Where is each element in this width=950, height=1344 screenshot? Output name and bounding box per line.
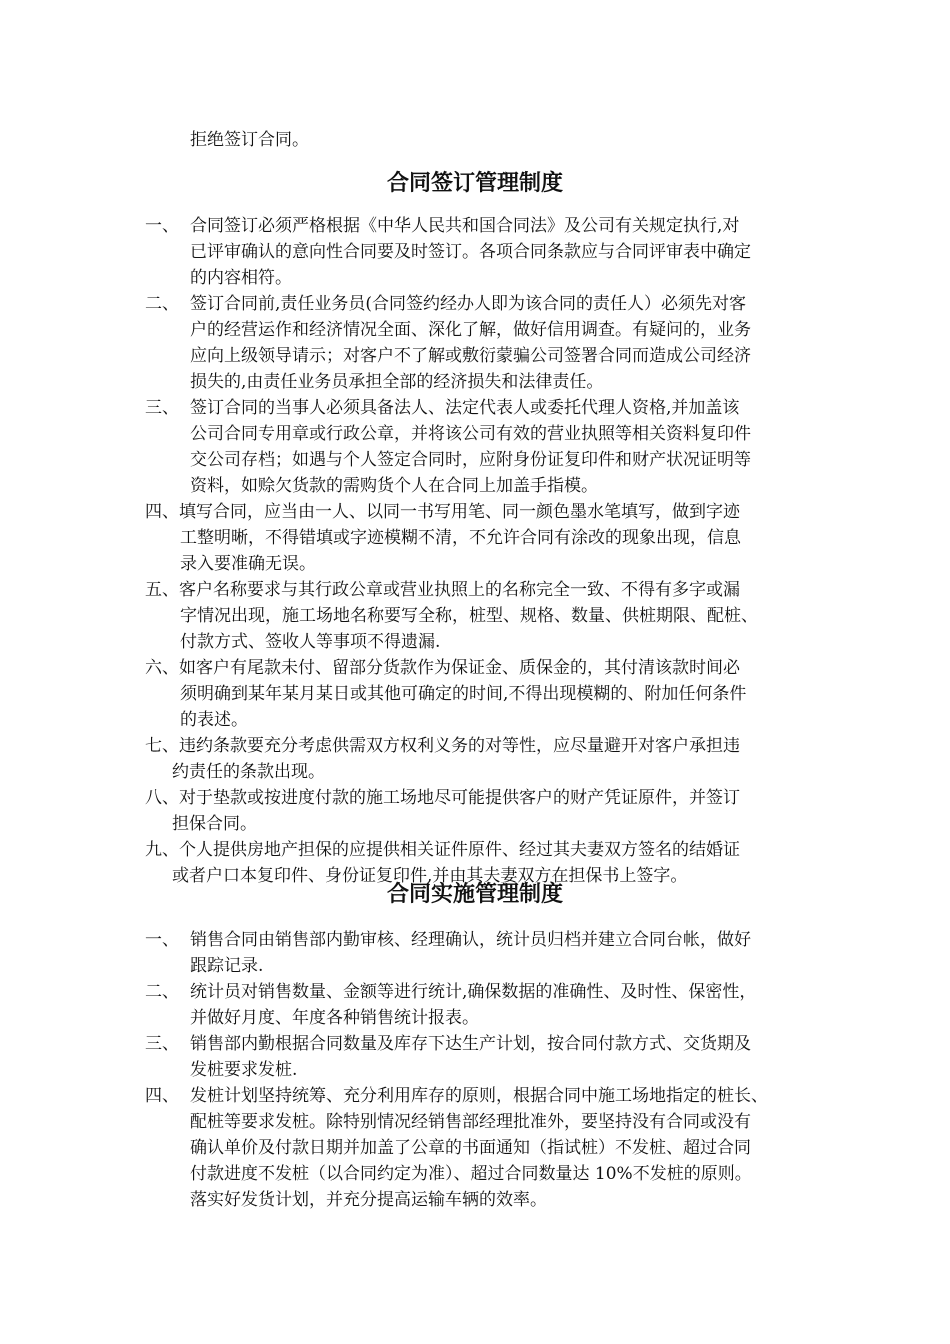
item-line: 已评审确认的意向性合同要及时签订。各项合同条款应与合同评审表中确定 — [190, 242, 751, 262]
list-item — [0, 577, 950, 655]
section-title-implementation: 合同实施管理制度 — [386, 882, 563, 907]
item-number: 二、 — [145, 294, 179, 314]
item-line: 公司合同专用章或行政公章，并将该公司有效的营业执照等相关资料复印件 — [190, 424, 751, 444]
item-line: 发桩要求发桩. — [190, 1060, 298, 1080]
item-line: 工整明晰，不得错填或字迹模糊不清，不允许合同有涂改的现象出现，信息 — [180, 528, 741, 548]
list-item — [0, 979, 950, 1031]
item-number: 三、 — [145, 1034, 179, 1054]
item-line: 户的经营运作和经济情况全面、深化了解，做好信用调查。有疑问的，业务 — [190, 320, 751, 340]
section-title-signing: 合同签订管理制度 — [386, 171, 563, 196]
item-line: 字情况出现，施工场地名称要写全称，桩型、规格、数量、供桩期限、配桩、 — [180, 606, 758, 626]
item-line: 七、违约条款要充分考虑供需双方权利义务的对等性，应尽量避开对客户承担违 — [145, 736, 740, 756]
list-item — [0, 733, 950, 785]
list-item — [0, 395, 950, 499]
item-line: 付款方式、签收人等事项不得遗漏. — [180, 632, 441, 652]
item-line: 应向上级领导请示；对客户不了解或敷衍蒙骗公司签署合同而造成公司经济 — [190, 346, 751, 366]
item-line: 并做好月度、年度各种销售统计报表。 — [190, 1008, 479, 1028]
item-line: 担保合同。 — [172, 814, 257, 834]
list-item — [0, 213, 950, 291]
item-line: 损失的,由责任业务员承担全部的经济损失和法律责任。 — [190, 372, 604, 392]
item-line: 的内容相符。 — [190, 268, 292, 288]
item-line: 销售部内勤根据合同数量及库存下达生产计划，按合同付款方式、交货期及 — [190, 1034, 751, 1054]
list-item — [0, 785, 950, 837]
item-number: 九、 — [145, 840, 179, 860]
item-number: 三、 — [145, 398, 179, 418]
item-line: 录入要准确无误。 — [180, 554, 316, 574]
item-line: 签订合同前,责任业务员(合同签约经办人即为该合同的责任人）必须先对客 — [190, 294, 747, 314]
list-item — [0, 655, 950, 733]
list-item — [0, 291, 950, 395]
list-item — [0, 1083, 950, 1213]
item-line: 销售合同由销售部内勤审核、经理确认，统计员归档并建立合同台帐，做好 — [190, 930, 751, 950]
item-number: 八、 — [145, 788, 179, 808]
item-line: 八、对于垫款或按进度付款的施工场地尽可能提供客户的财产凭证原件，并签订 — [145, 788, 740, 808]
item-line: 发桩计划坚持统筹、充分利用库存的原则，根据合同中施工场地指定的桩长、 — [190, 1086, 768, 1106]
item-number: 五、 — [145, 580, 179, 600]
item-number: 六、 — [145, 658, 179, 678]
item-line: 九、个人提供房地产担保的应提供相关证件原件、经过其夫妻双方签名的结婚证 — [145, 840, 740, 860]
item-line: 跟踪记录. — [190, 956, 264, 976]
item-line: 确认单价及付款日期并加盖了公章的书面通知（指试桩）不发桩、超过合同 — [190, 1138, 751, 1158]
item-line: 约责任的条款出现。 — [172, 762, 325, 782]
item-number: 七、 — [145, 736, 179, 756]
list-item — [0, 499, 950, 577]
item-line: 配桩等要求发桩。除特别情况经销售部经理批准外，要坚持没有合同或没有 — [190, 1112, 751, 1132]
item-number: 二、 — [145, 982, 179, 1002]
list-item — [0, 927, 950, 979]
continuation-text: 拒绝签订合同。 — [190, 130, 309, 150]
item-number: 一、 — [145, 930, 179, 950]
item-line: 资料，如赊欠货款的需购货个人在合同上加盖手指模。 — [190, 476, 598, 496]
item-line: 签订合同的当事人必须具备法人、法定代表人或委托代理人资格,并加盖该 — [190, 398, 740, 418]
item-line: 须明确到某年某月某日或其他可确定的时间,不得出现模糊的、附加任何条件 — [180, 684, 747, 704]
item-line: 统计员对销售数量、金额等进行统计,确保数据的准确性、及时性、保密性， — [190, 982, 757, 1002]
item-line: 合同签订必须严格根据《中华人民共和国合同法》及公司有关规定执行,对 — [190, 216, 740, 236]
item-line: 五、客户名称要求与其行政公章或营业执照上的名称完全一致、不得有多字或漏 — [145, 580, 740, 600]
item-line: 交公司存档；如遇与个人签定合同时，应附身份证复印件和财产状况证明等 — [190, 450, 751, 470]
item-number: 一、 — [145, 216, 179, 236]
section-signing-list — [0, 213, 950, 889]
item-line: 的表述。 — [180, 710, 248, 730]
item-line: 六、如客户有尾款未付、留部分货款作为保证金、质保金的，其付清该款时间必 — [145, 658, 740, 678]
section-implementation-list — [0, 927, 950, 1213]
item-number: 四、 — [145, 502, 179, 522]
item-number: 四、 — [145, 1086, 179, 1106]
list-item — [0, 1031, 950, 1083]
item-line: 落实好发货计划，并充分提高运输车辆的效率。 — [190, 1190, 547, 1210]
item-line: 或者户口本复印件、身份证复印件,并由其夫妻双方在担保书上签字。 — [172, 866, 688, 886]
item-line: 付款进度不发桩（以合同约定为准）、超过合同数量达 10%不发桩的原则。 — [190, 1164, 752, 1184]
item-line: 四、填写合同，应当由一人、以同一书写用笔、同一颜色墨水笔填写，做到字迹 — [145, 502, 740, 522]
